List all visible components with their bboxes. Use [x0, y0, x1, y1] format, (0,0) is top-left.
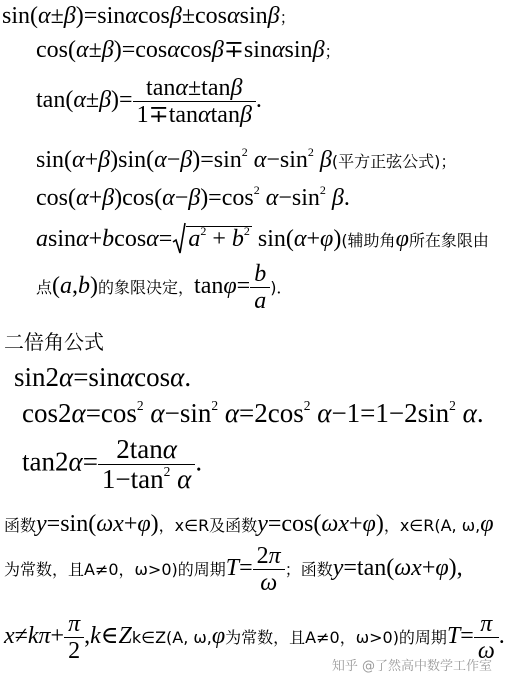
formula-aux-angle: asinα+bcosα= $a^2 + b^2$ sin(α+φ)(辅助角φ所在象限由 — [36, 226, 489, 251]
formula-cos-double: $\cos 2\alpha=\cos^2$ $\alpha-\sin^2$ $\alpha=2\cos^2$ $\alpha-1=1-2\sin^2$ α. — [22, 397, 484, 428]
radical-sign-icon — [172, 222, 186, 256]
period-sin-cos-line: 函数y=sin(ωx+φ)，x∈R及函数y=cos(ωx+φ)，x∈R(A, ω,φ — [4, 511, 494, 537]
note-square-difference: (平方正弦公式)； — [331, 152, 457, 171]
formula-sin-double: sin2α=sinαcosα. — [14, 362, 192, 392]
formula-cos-product: $\cos(\alpha+\beta)\cos(\alpha-\beta)=\cos^2$ $\alpha-\sin^2$ β. — [36, 183, 350, 211]
formula-tan-double: tan2α= $\frac{2\tan\alpha}{1-\tan^2 \alpha}$ . — [22, 434, 203, 494]
section-heading: 二倍角公式 — [4, 330, 104, 354]
formula-tan-sum: tan(α±β)= $\frac{\tan\alpha\pm\tan\beta}{1\mp\tan\alpha\tan\beta}$ . — [36, 75, 262, 128]
watermark: 知乎 @了然高中数学工作室 — [331, 659, 492, 674]
period-tan-line: x≠kπ+ $\frac{\pi}{2}$ ,k∈Zk∈Z(A, ω,φ为常数，且A≠0，ω>0)的周期T= $\frac{\pi}{\omega}$ . — [4, 611, 505, 664]
formula-cos-sum: cos(α±β)=cosαcosβ∓sinαsinβ； — [36, 37, 341, 63]
formula-sin-product: $\sin(\alpha+\beta)\sin(\alpha-\beta)=\sin^2$ $\alpha-\sin^2$ β(平方正弦公式)； — [36, 145, 457, 173]
formula-sin-sum: sin(α±β)=sinαcosβ±cosαsinβ； — [2, 3, 296, 29]
period-sin-cos-line-2: 为常数，且A≠0，ω>0)的周期T= $\frac{2\pi}{\omega}$ ；函数y=tan(ωx+φ), — [4, 543, 463, 596]
formula-aux-angle-cont: 点(a,b)的象限决定，tanφ= $\frac{b}{a}$ )． — [36, 261, 293, 314]
